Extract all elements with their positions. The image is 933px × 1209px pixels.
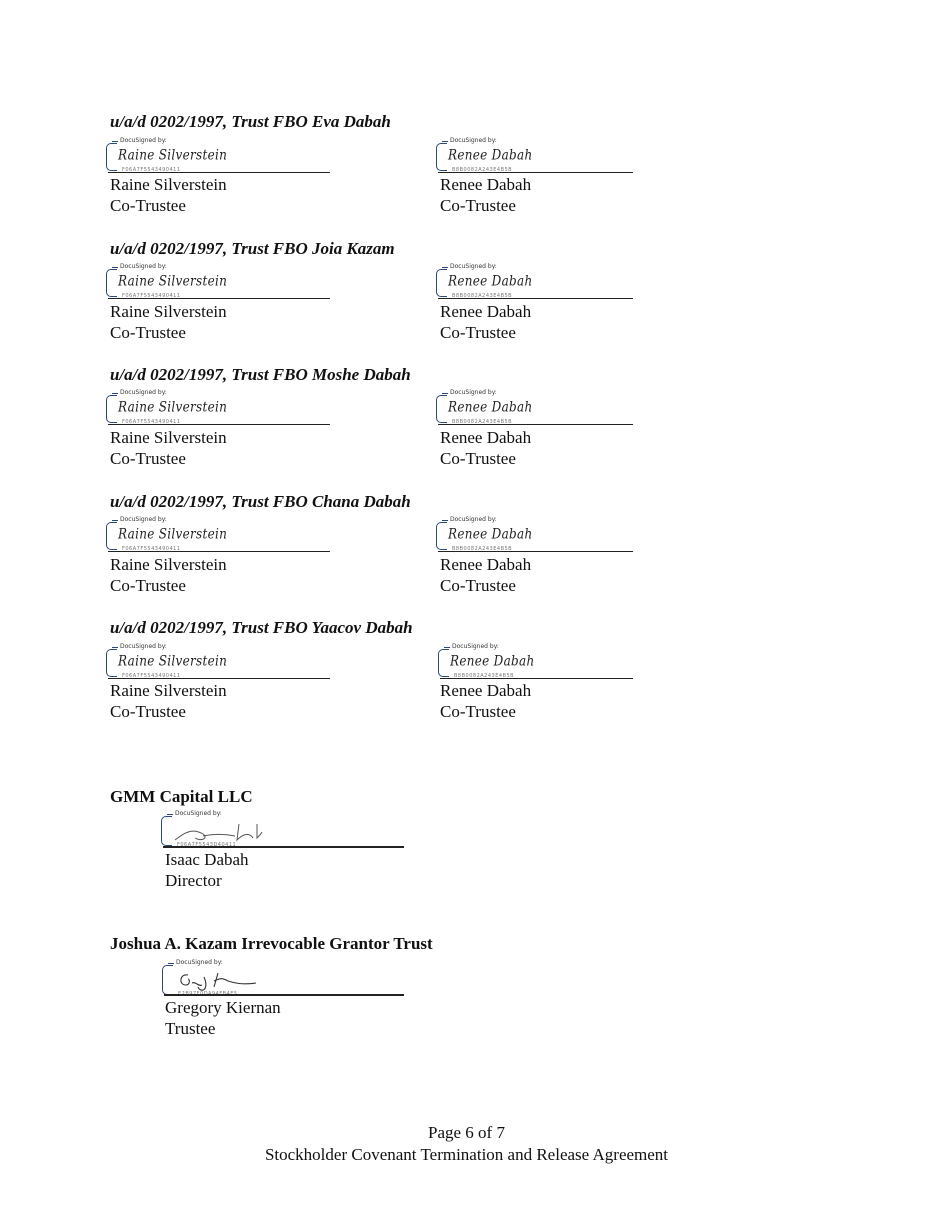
signer-name: Renee Dabah bbox=[440, 302, 532, 321]
docusign-bracket bbox=[106, 395, 117, 423]
docusign-label: DocuSigned by: bbox=[450, 516, 497, 523]
docusign-bracket bbox=[438, 649, 449, 677]
gregory-name: Gregory Kiernan bbox=[165, 998, 281, 1017]
signature-block-renee-2 bbox=[438, 265, 633, 299]
signer-title: Co-Trustee bbox=[110, 702, 186, 721]
signer-title: Co-Trustee bbox=[110, 449, 186, 468]
signature-scribble-gregory bbox=[174, 967, 264, 993]
isaac-name: Isaac Dabah bbox=[165, 850, 249, 869]
docusign-id: F06A7F5543490411 bbox=[122, 673, 181, 679]
signer-title: Co-Trustee bbox=[110, 576, 186, 595]
docusign-label: DocuSigned by: bbox=[120, 389, 167, 396]
signature-line bbox=[108, 172, 330, 173]
signature-block-raine-2 bbox=[108, 265, 330, 299]
docusign-bracket bbox=[436, 395, 447, 423]
document-title: Stockholder Covenant Termination and Release Agreement bbox=[264, 1145, 669, 1164]
docusign-id: F06A7F5543490411 bbox=[122, 167, 181, 173]
docusign-bracket bbox=[106, 143, 117, 171]
docusign-bracket bbox=[106, 522, 117, 550]
signature-scribble-isaac bbox=[173, 818, 263, 844]
signer-name: Renee Dabah bbox=[440, 555, 532, 574]
signer-name: Raine Silverstein bbox=[110, 555, 227, 574]
gmm-heading: GMM Capital LLC bbox=[110, 787, 253, 806]
docusign-bracket bbox=[106, 649, 117, 677]
signature-image: Renee Dabah bbox=[448, 525, 533, 543]
signature-block-raine-1 bbox=[108, 139, 330, 173]
signature-block-raine-4 bbox=[108, 518, 330, 552]
signer-name: Renee Dabah bbox=[440, 175, 532, 194]
signer-title: Co-Trustee bbox=[440, 196, 516, 215]
signature-line bbox=[163, 846, 404, 848]
signer-title: Co-Trustee bbox=[110, 196, 186, 215]
signature-block-renee-4 bbox=[438, 518, 633, 552]
isaac-title: Director bbox=[165, 871, 222, 890]
signature-block-raine-3 bbox=[108, 391, 330, 425]
signature-image: Raine Silverstein bbox=[118, 146, 228, 164]
signature-block-renee-1 bbox=[438, 139, 633, 173]
signature-image: Renee Dabah bbox=[448, 146, 533, 164]
signature-line bbox=[108, 424, 330, 425]
docusign-bracket bbox=[162, 965, 173, 995]
docusign-label: DocuSigned by: bbox=[176, 959, 223, 966]
kazam-trust-heading: Joshua A. Kazam Irrevocable Grantor Trust bbox=[110, 934, 433, 953]
docusign-id: F06A7F5543490411 bbox=[122, 293, 181, 299]
signer-title: Co-Trustee bbox=[440, 576, 516, 595]
docusign-id: B8B0082A243E4B5B bbox=[452, 167, 513, 173]
docusign-label: DocuSigned by: bbox=[120, 516, 167, 523]
signature-image: Renee Dabah bbox=[450, 652, 535, 670]
signature-line bbox=[164, 994, 404, 996]
docusign-bracket bbox=[106, 269, 117, 297]
signature-image: Raine Silverstein bbox=[118, 398, 228, 416]
signer-name: Renee Dabah bbox=[440, 428, 532, 447]
docusign-id: B8B0082A243E4B5B bbox=[452, 293, 513, 299]
signer-title: Co-Trustee bbox=[440, 449, 516, 468]
signature-line bbox=[108, 298, 330, 299]
signature-block-renee-5 bbox=[440, 645, 633, 679]
trust-heading-eva: u/a/d 0202/1997, Trust FBO Eva Dabah bbox=[110, 112, 391, 131]
trust-heading-moshe: u/a/d 0202/1997, Trust FBO Moshe Dabah bbox=[110, 365, 411, 384]
docusign-id: F06A7F5543490411 bbox=[122, 419, 181, 425]
signer-name: Renee Dabah bbox=[440, 681, 532, 700]
docusign-label: DocuSigned by: bbox=[450, 137, 497, 144]
signature-image: Renee Dabah bbox=[448, 272, 533, 290]
docusign-label: DocuSigned by: bbox=[450, 263, 497, 270]
docusign-id: F06A7F5543D40411 bbox=[177, 842, 237, 848]
signer-name: Raine Silverstein bbox=[110, 681, 227, 700]
docusign-label: DocuSigned by: bbox=[452, 643, 499, 650]
page-number: Page 6 of 7 bbox=[428, 1123, 505, 1142]
signature-image: Raine Silverstein bbox=[118, 272, 228, 290]
signature-image: Raine Silverstein bbox=[118, 652, 228, 670]
docusign-bracket bbox=[436, 269, 447, 297]
docusign-bracket bbox=[436, 522, 447, 550]
docusign-label: DocuSigned by: bbox=[175, 810, 222, 817]
signature-line bbox=[438, 424, 633, 425]
signature-line bbox=[438, 172, 633, 173]
signature-block-renee-3 bbox=[438, 391, 633, 425]
signer-name: Raine Silverstein bbox=[110, 302, 227, 321]
signer-title: Co-Trustee bbox=[440, 323, 516, 342]
docusign-id: E2B97F0DA94FB4E5 bbox=[178, 991, 238, 997]
docusign-id: F06A7F5543490411 bbox=[122, 546, 181, 552]
signature-image: Renee Dabah bbox=[448, 398, 533, 416]
signature-line bbox=[108, 551, 330, 552]
signature-line bbox=[438, 551, 633, 552]
trust-heading-yaacov: u/a/d 0202/1997, Trust FBO Yaacov Dabah bbox=[110, 618, 413, 637]
docusign-id: B8B0082A243E4B5B bbox=[454, 673, 515, 679]
docusign-bracket bbox=[161, 816, 172, 846]
signer-name: Raine Silverstein bbox=[110, 428, 227, 447]
trust-heading-chana: u/a/d 0202/1997, Trust FBO Chana Dabah bbox=[110, 492, 411, 511]
trust-heading-joia: u/a/d 0202/1997, Trust FBO Joia Kazam bbox=[110, 239, 395, 258]
docusign-id: B8B0082A243E4B5B bbox=[452, 419, 513, 425]
signer-title: Co-Trustee bbox=[440, 702, 516, 721]
signature-block-gregory bbox=[164, 961, 404, 996]
docusign-id: B8B0082A243E4B5B bbox=[452, 546, 513, 552]
docusign-bracket bbox=[436, 143, 447, 171]
signature-block-isaac bbox=[163, 812, 404, 848]
docusign-label: DocuSigned by: bbox=[120, 263, 167, 270]
signature-line bbox=[108, 678, 330, 679]
signature-line bbox=[438, 298, 633, 299]
docusign-label: DocuSigned by: bbox=[120, 643, 167, 650]
signer-name: Raine Silverstein bbox=[110, 175, 227, 194]
gregory-title: Trustee bbox=[165, 1019, 216, 1038]
docusign-label: DocuSigned by: bbox=[120, 137, 167, 144]
signer-title: Co-Trustee bbox=[110, 323, 186, 342]
signature-line bbox=[440, 678, 633, 679]
signature-block-raine-5 bbox=[108, 645, 330, 679]
signature-image: Raine Silverstein bbox=[118, 525, 228, 543]
docusign-label: DocuSigned by: bbox=[450, 389, 497, 396]
